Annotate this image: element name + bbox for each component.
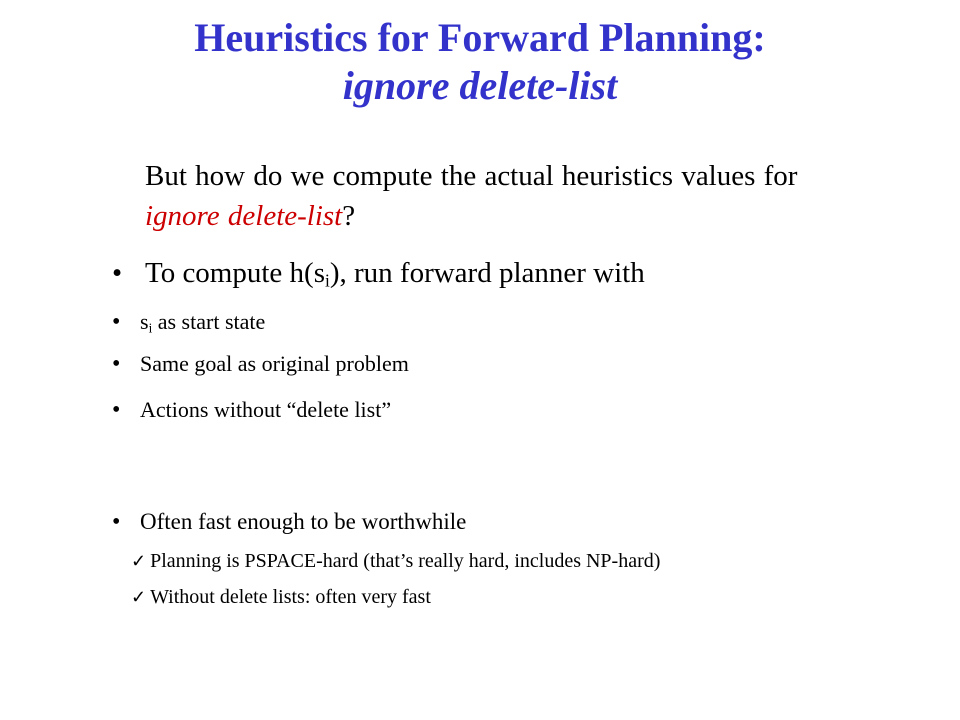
check-item-fast — [131, 584, 891, 610]
intro-highlight: ignore delete-list — [145, 200, 343, 232]
bullet-dot-icon: • — [112, 509, 121, 535]
bullet-text: To compute $h(s_i)$, run forward planner with — [145, 257, 645, 291]
bullet-dot-icon: • — [112, 397, 121, 423]
slide-title — [0, 14, 960, 110]
intro-paragraph — [145, 156, 885, 236]
sub-bullet-text: Actions without “delete list” — [140, 397, 392, 422]
checkmark-icon: ✓ — [131, 587, 147, 607]
bullet-dot-icon: • — [112, 351, 121, 377]
title-line-1: Heuristics for Forward Planning: — [194, 15, 766, 60]
bullet-text: Often fast enough to be worthwhile — [140, 509, 467, 534]
sub-bullet-text — [112, 308, 121, 336]
check-item-text: Without delete lists: often very fast — [150, 586, 431, 608]
bullet-dot-icon: • — [112, 257, 123, 289]
title-line-2: ignore delete-list — [342, 63, 618, 108]
check-item-text: Planning is PSPACE-hard (that’s really hard, includes NP-hard) — [150, 550, 661, 572]
intro-text: But how do we compute the actual heuristics values for — [145, 160, 798, 192]
check-item-pspace — [131, 548, 891, 574]
sub-bullet-text: Same goal as original problem — [140, 351, 409, 376]
checkmark-icon: ✓ — [131, 551, 147, 571]
bullet-dot-icon: • — [112, 309, 121, 335]
sub-bullet-start-state-text: $s_i$ as start state — [140, 309, 266, 336]
intro-question-mark: ? — [342, 200, 356, 232]
